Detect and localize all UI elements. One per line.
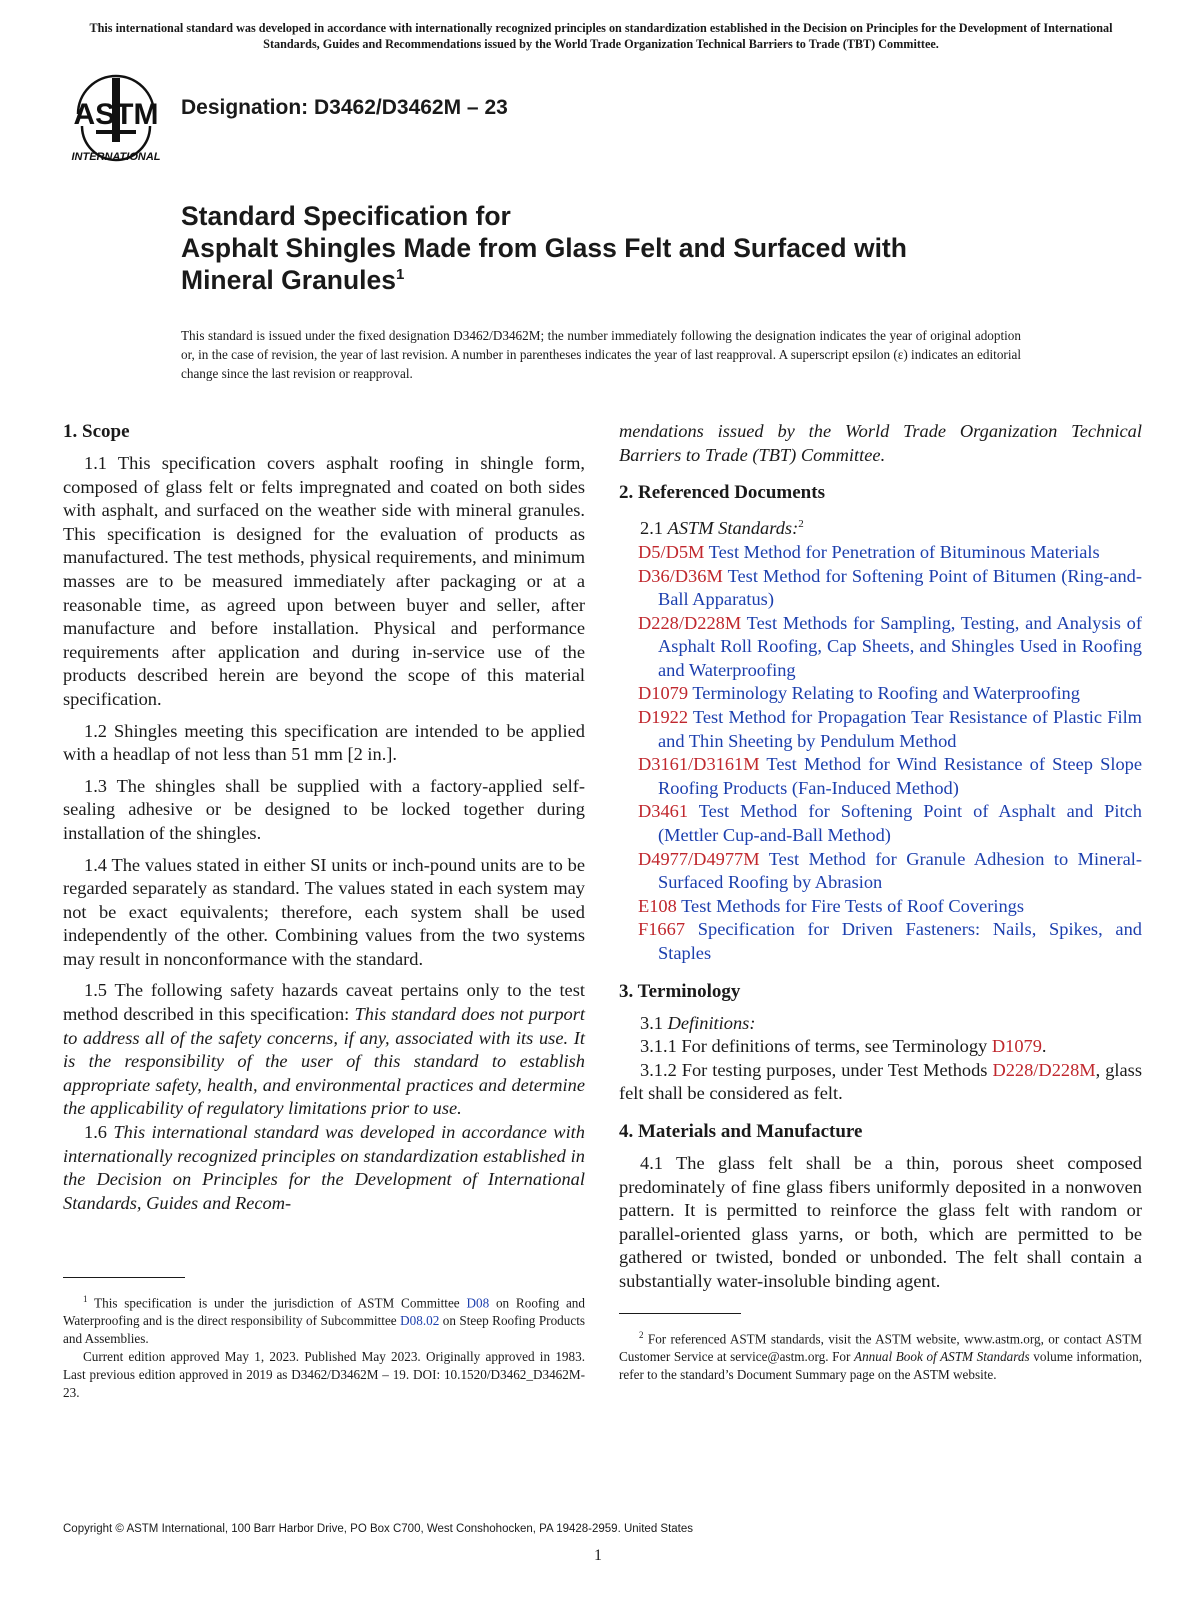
document-title [181,200,1081,296]
paragraph-1-6-text: This international standard was developed in accordance with internationally recognized principles on standardization established in the Decision on Principles for the Development of International Standards, Guides and Recom- [63,1122,585,1213]
reference-item [619,612,1142,683]
title-line-3-text: Mineral Granules [181,265,397,295]
footnote-1-text-b: on Roofing and Waterproofing and is the direct responsibility of Subcommittee [63,1295,585,1329]
paragraph-1-5 [63,979,585,1121]
paragraph-4-1: 4.1 The glass felt shall be a thin, porous sheet composed predominately of fine glass fibers uniformly deposited in a nonwoven pattern. It is permitted to reinforce the glass felt with random or parallel-oriented glass yarns, or both, which are permitted to be gathered or twisted, bonded or unbonded. The felt shall contain a substantially water-insoluble binding agent. [619,1152,1142,1291]
tbt-notice: This international standard was developed in accordance with internationally recognized principles on standardization established in the Decision on Principles for the Development of International Standards, Guides and Recommendations issued by the World Trade Organization Technical Barriers to Trade (TBT) Committee. [89,21,1113,51]
reference-item [619,706,1142,753]
reference-item [619,753,1142,800]
page-number: 1 [594,1547,602,1564]
paragraph-1-4: 1.4 The values stated in either SI units or inch-pound units are to be regarded separately as standard. The values stated in each system may not be exact equivalents; therefore, each system shall be used independently of the other. Combining values from the two systems may result in nonconformance with the standard. [63,854,585,969]
title-line-2: Asphalt Shingles Made from Glass Felt and Surfaced with [181,233,907,263]
paragraph-1-6-continued-text: mendations issued by the World Trade Organization Technical Barriers to Trade (TBT) Committee. [619,421,1142,465]
paragraph-3-1 [619,1012,1142,1036]
footnote-2-mark: 2 [639,1330,644,1340]
astm-logo [62,68,170,168]
reference-code-link[interactable]: D3161/D3161M [638,754,760,775]
left-column [63,420,585,1215]
subsection-2-1-title: ASTM Standards: [667,518,799,539]
paragraph-3-1-1-text: 3.1.1 For definitions of terms, see Terminology [640,1036,992,1057]
reference-code-link[interactable]: F1667 [638,919,686,940]
footnote-1-para-2: Current edition approved May 1, 2023. Published May 2023. Originally approved in 1983. Last previous edition approved in 2019 as D3462/D3462M – 19. DOI: 10.1520/D3462_D3462M-23. [63,1349,585,1401]
reference-title-link[interactable]: Test Method for Softening Point of Asphalt and Pitch (Mettler Cup-and-Ball Method) [658,801,1142,846]
reference-title-link[interactable]: Test Method for Penetration of Bituminous Materials [704,541,1100,562]
paragraph-1-5-lead: 1.5 The following safety hazards caveat pertains only to the test method described in this specification: [63,980,585,1025]
footnote-2-text-a: For referenced ASTM standards, visit the ASTM website, www.astm.org, or contact ASTM Customer Service at service@astm.org. For [619,1331,1142,1365]
reference-title-link[interactable]: Test Methods for Sampling, Testing, and Analysis of Asphalt Roll Roofing, Cap Sheets, and Shingles Used in Roofing and Waterproofing [658,612,1142,680]
footnote-2-book-title: Annual Book of ASTM Standards [854,1349,1030,1365]
footnote-rule-left [63,1277,185,1278]
reference-item [619,918,1142,965]
reference-title-link[interactable]: Test Methods for Fire Tests of Roof Coverings [676,895,1024,916]
reference-title-link[interactable]: Test Method for Wind Resistance of Steep Slope Roofing Products (Fan-Induced Method) [658,754,1142,798]
reference-code-link[interactable]: D228/D228M [638,612,742,633]
footnote-rule-right [619,1313,741,1314]
reference-code-link[interactable]: E108 [638,895,677,916]
reference-title-link[interactable]: Specification for Driven Fasteners: Nails, Spikes, and Staples [658,919,1142,963]
subsection-2-1-num: 2.1 [640,518,668,539]
link-d08[interactable]: D08 [466,1295,490,1311]
logo-subtitle: INTERNATIONAL [71,151,161,163]
footnote-1-para-1 [63,1290,585,1348]
reference-title-link[interactable]: Test Method for Granule Adhesion to Mineral-Surfaced Roofing by Abrasion [658,848,1142,893]
footnote-2 [619,1326,1142,1384]
logo-letters: ASTM [73,98,159,131]
reference-code-link[interactable]: D36/D36M [638,565,723,586]
issued-note: This standard is issued under the fixed designation D3462/D3462M; the number immediately following the designation indicates the year of original adoption or, in the case of revision, the year of last revision. A number in parentheses indicates the year of last reapproval. A superscript epsilon (ε) indicates an editorial change since the last revision or reapproval. [181,328,1021,381]
section-heading-scope: 1. Scope [63,421,130,442]
paragraph-3-1-1 [619,1035,1142,1059]
section-heading-materials: 4. Materials and Manufacture [619,1120,863,1142]
paragraph-3-1-2-end: , glass felt shall be considered as felt. [619,1059,1142,1104]
reference-title-link[interactable]: Test Method for Propagation Tear Resistance of Plastic Film and Thin Sheeting by Pendulum Method [658,707,1142,751]
paragraph-3-1-title: Definitions: [667,1012,756,1033]
footnote-2-text-b: volume information, refer to the standard’s Document Summary page on the ASTM website. [619,1349,1142,1383]
paragraph-3-1-1-end: . [1041,1036,1047,1057]
reference-list [619,541,1142,966]
reference-code-link[interactable]: D1079 [638,683,689,704]
section-heading-terminology: 3. Terminology [619,980,741,1002]
reference-code-link[interactable]: D5/D5M [638,541,705,562]
paragraph-1-2: 1.2 Shingles meeting this specification are intended to be applied with a headlap of not less than 51 mm [2 in.]. [63,720,585,765]
copyright: Copyright © ASTM International, 100 Barr Harbor Drive, PO Box C700, West Conshohocken, PA 19428-2959. United States [63,1523,694,1535]
reference-item [619,565,1142,612]
section-heading-referenced-documents: 2. Referenced Documents [619,482,825,504]
link-d08-02[interactable]: D08.02 [400,1313,440,1329]
reference-item [619,848,1142,895]
reference-item [619,895,1142,919]
subsection-2-1-footnote-mark: 2 [798,518,804,531]
paragraph-1-6 [63,1121,585,1215]
astm-logo-icon [62,68,170,168]
right-column [619,420,1142,1294]
reference-item [619,541,1142,565]
footnote-1 [63,1290,585,1402]
paragraph-3-1-num: 3.1 [640,1012,668,1033]
paragraph-1-6-num: 1.6 [84,1122,114,1143]
reference-code-link[interactable]: D4977/D4977M [638,848,760,869]
paragraph-3-1-2-text: 3.1.2 For testing purposes, under Test Methods [640,1059,993,1080]
reference-code-link[interactable]: D3461 [638,801,689,822]
paragraph-1-6-continued [619,420,1142,467]
reference-item [619,682,1142,706]
reference-title-link[interactable]: Terminology Relating to Roofing and Waterproofing [688,683,1080,704]
designation: Designation: D3462/D3462M – 23 [181,96,508,119]
footnote-1-text-c: on Steep Roofing Products and Assemblies. [63,1313,586,1347]
subsection-2-1 [619,513,1142,541]
reference-item [619,800,1142,847]
title-line-3 [181,264,1081,296]
paragraph-1-1: 1.1 This specification covers asphalt roofing in shingle form, composed of glass felt or felts impregnated and coated on both sides with asphalt, and surfaced on the weather side with mineral granules. This specification is designed for the evaluation of products as manufactured. The test methods, physical requirements, and minimum masses are to be measured immediately after packaging or at a reasonable time, as agreed upon between buyer and seller, after manufacture and before installation. Physical and performance requirements after application and during in-service use of the products described herein are beyond the scope of this material specification. [63,453,585,709]
title-line-1: Standard Specification for [181,201,511,231]
reference-code-link[interactable]: D1922 [638,707,689,728]
paragraph-1-5-caveat: This standard does not purport to address all of the safety concerns, if any, associated with its use. It is the responsibility of the user of this standard to establish appropriate safety, health, and environmental practices and determine the applicability of regulatory limitations prior to use. [63,1004,586,1119]
link-d228[interactable]: D228/D228M [992,1059,1096,1080]
footnote-1-mark: 1 [83,1294,88,1304]
link-d1079[interactable]: D1079 [991,1036,1042,1057]
reference-title-link[interactable]: Test Method for Softening Point of Bitumen (Ring-and-Ball Apparatus) [658,565,1142,610]
title-footnote-mark: 1 [396,266,405,284]
footnote-1-text-a: This specification is under the jurisdiction of ASTM Committee [87,1295,467,1311]
paragraph-1-3: 1.3 The shingles shall be supplied with a factory-applied self-sealing adhesive or be designed to be locked together during installation of the shingles. [63,775,585,843]
paragraph-3-1-2 [619,1059,1142,1106]
footnote-2-para [619,1326,1142,1384]
